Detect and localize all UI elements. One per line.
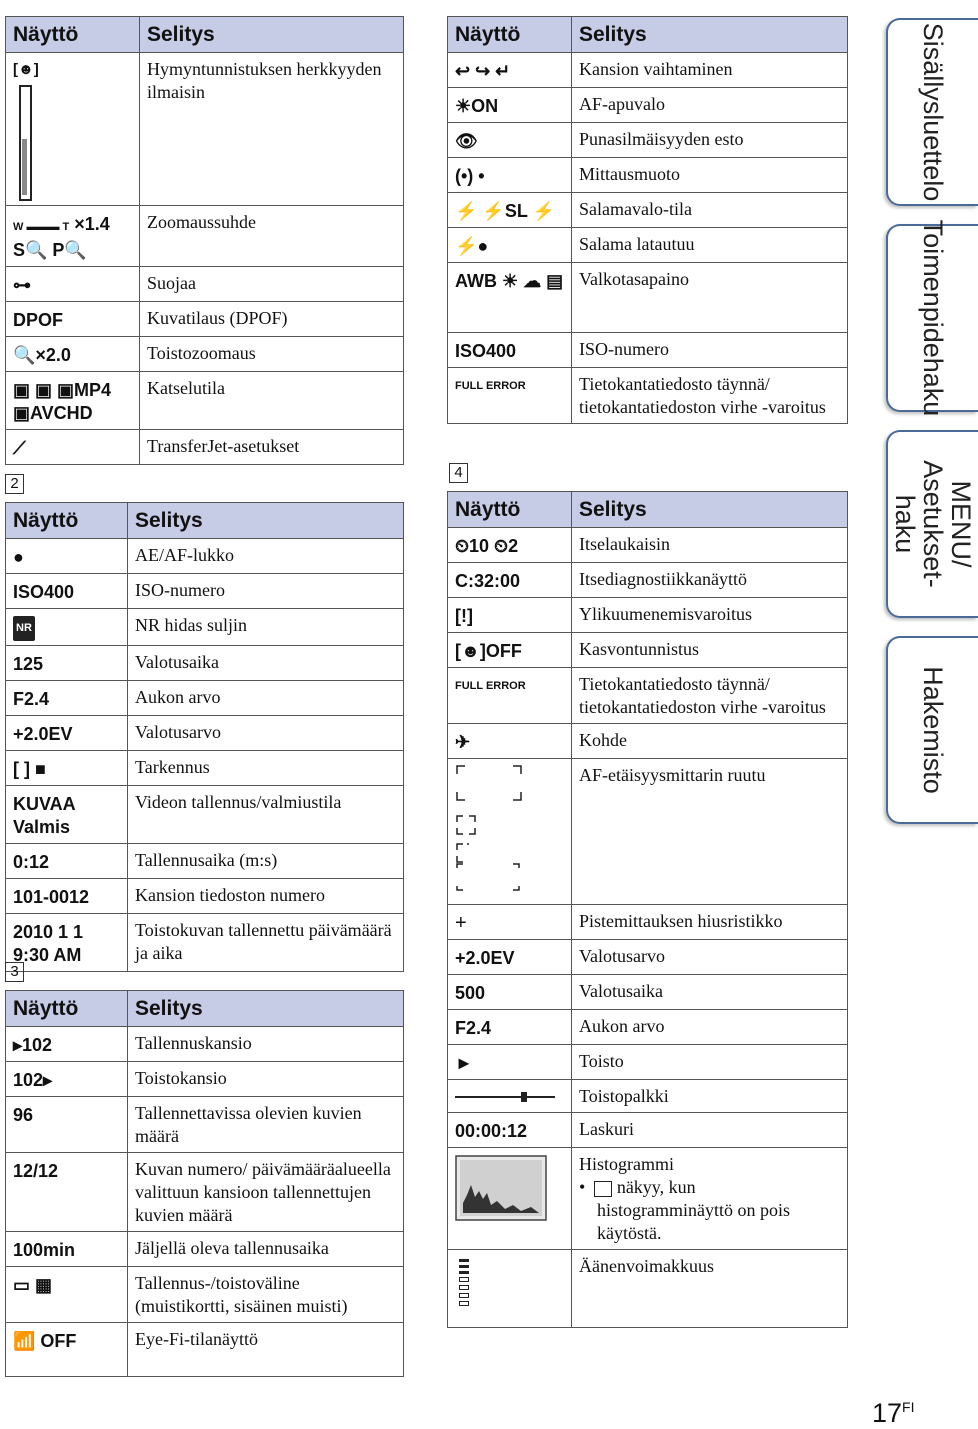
- table-row: [448, 1113, 848, 1148]
- table-row: [6, 1027, 404, 1062]
- row-text: Laskuri: [572, 1113, 848, 1148]
- table-row: [6, 751, 404, 786]
- row-text: Itselaukaisin: [572, 528, 848, 563]
- playback-zoom-icon: 🔍×2.0: [6, 337, 140, 372]
- row-text: Valotusaika: [128, 646, 404, 681]
- row-text: Punasilmäisyyden esto: [572, 123, 848, 158]
- row-text: Kuvatilaus (DPOF): [140, 302, 404, 337]
- row-text: Eye-Fi-tilanäyttö: [128, 1323, 404, 1377]
- table-row: [448, 1148, 848, 1250]
- iso-value: ISO400: [6, 574, 128, 609]
- display-table-5: [447, 491, 848, 1328]
- section-number-3: 3: [5, 962, 24, 982]
- play-icon: ►: [448, 1045, 572, 1080]
- row-text: Jäljellä oleva tallennusaika: [128, 1232, 404, 1267]
- record-time-value: 0:12: [6, 844, 128, 879]
- table-row: [448, 158, 848, 193]
- row-text: AF-apuvalo: [572, 88, 848, 123]
- row-text: Kohde: [572, 724, 848, 759]
- table-row: [448, 975, 848, 1010]
- row-text: AF-etäisyysmittarin ruutu: [572, 759, 848, 905]
- table-row: [448, 1080, 848, 1113]
- metering-icon: (•) •: [448, 158, 572, 193]
- section-number-4: 4: [449, 463, 468, 483]
- table-row: [448, 563, 848, 598]
- row-text: Tietokantatiedosto täynnä/ tietokantatiedoston virhe -varoitus: [572, 368, 848, 424]
- row-text: ISO-numero: [572, 333, 848, 368]
- media-icon: ▭ ▦: [6, 1267, 128, 1323]
- subject-icon: ✈: [448, 724, 572, 759]
- table-row: [6, 1323, 404, 1377]
- row-text: Kansion vaihtaminen: [572, 53, 848, 88]
- row-text: Salama latautuu: [572, 228, 848, 263]
- row-text: Kasvontunnistus: [572, 633, 848, 668]
- table-row: [448, 88, 848, 123]
- section-number-2: 2: [5, 474, 24, 494]
- table-row: [448, 263, 848, 333]
- playback-bar-icon: [448, 1080, 572, 1113]
- table-row: [6, 646, 404, 681]
- table-row: [6, 337, 404, 372]
- row-text: Tallennettavissa olevien kuvien määrä: [128, 1097, 404, 1153]
- row-text: Hymyntunnistuksen herkkyyden ilmaisin: [140, 53, 404, 206]
- table-row: [6, 609, 404, 646]
- row-text: Tallennuskansio: [128, 1027, 404, 1062]
- col-header-display: Näyttö: [448, 17, 572, 53]
- table-row: [6, 430, 404, 465]
- row-text: Äänenvoimakkuus: [572, 1250, 848, 1328]
- row-text: Pistemittauksen hiusristikko: [572, 905, 848, 940]
- col-header-explanation: Selitys: [140, 17, 404, 53]
- table-row: [6, 1097, 404, 1153]
- face-detection-icon: [☻]OFF: [448, 633, 572, 668]
- page-number: $17^{FI}$: [872, 1398, 915, 1428]
- row-text: Tallennusaika (m:s): [128, 844, 404, 879]
- table-row: [6, 879, 404, 914]
- display-table-1: [5, 16, 404, 465]
- record-status-text: KUVAA Valmis: [6, 786, 128, 844]
- row-text: Toistopalkki: [572, 1080, 848, 1113]
- table-row: [448, 905, 848, 940]
- row-text: Zoomaussuhde: [140, 206, 404, 267]
- view-mode-icon: ▣ ▣ ▣MP4 ▣AVCHD: [6, 372, 140, 430]
- row-text: Salamavalo-tila: [572, 193, 848, 228]
- row-text: Valotusarvo: [128, 716, 404, 751]
- row-text: Toisto: [572, 1045, 848, 1080]
- self-diagnosis-value: C:32:00: [448, 563, 572, 598]
- row-text: Kuvan numero/ päivämääräalueella valittuun kansioon tallennettujen kuvien määrä: [128, 1153, 404, 1232]
- table-row: [6, 539, 404, 574]
- row-text: Tallennus-/toistoväline (muistikortti, sisäinen muisti): [128, 1267, 404, 1323]
- af-illuminator-icon: ☀ON: [448, 88, 572, 123]
- table-row: [6, 574, 404, 609]
- row-text: Kansion tiedoston numero: [128, 879, 404, 914]
- red-eye-icon: 👁: [448, 123, 572, 158]
- table-row: [448, 368, 848, 424]
- row-text: NR hidas suljin: [128, 609, 404, 646]
- spot-crosshair-icon: +: [448, 905, 572, 940]
- row-text: Katselutila: [140, 372, 404, 430]
- display-table-2: [5, 502, 404, 972]
- table-row: [448, 123, 848, 158]
- folder-change-icon: ↩ ↪ ↵: [448, 53, 572, 88]
- volume-icon: [448, 1250, 572, 1328]
- histogram-icon: [448, 1148, 572, 1250]
- table-row: [448, 598, 848, 633]
- tab-contents[interactable]: Sisällysluettelo: [886, 18, 978, 206]
- aperture-value: F2.4: [448, 1010, 572, 1045]
- table-row: [6, 786, 404, 844]
- col-header-display: Näyttö: [6, 17, 140, 53]
- tab-operation-search[interactable]: Toimenpidehaku: [886, 224, 978, 412]
- protect-key-icon: ⊶: [6, 267, 140, 302]
- col-header-explanation: Selitys: [128, 991, 404, 1027]
- self-timer-icon: ⏲10 ⏲2: [448, 528, 572, 563]
- table-row: [448, 633, 848, 668]
- table-row: [6, 681, 404, 716]
- table-row: [6, 1062, 404, 1097]
- database-warning-icon: FULL ERROR: [448, 368, 572, 424]
- row-text: Ylikuumenemisvaroitus: [572, 598, 848, 633]
- tab-menu-settings-search[interactable]: MENU/ Asetukset-haku: [886, 430, 978, 618]
- table-row: [6, 716, 404, 751]
- playback-folder-icon: 102▸: [6, 1062, 128, 1097]
- row-text: Toistokansio: [128, 1062, 404, 1097]
- table-row: [448, 528, 848, 563]
- row-text: Tietokantatiedosto täynnä/ tietokantatiedoston virhe -varoitus: [572, 668, 848, 724]
- col-header-display: Näyttö: [6, 503, 128, 539]
- aperture-value: F2.4: [6, 681, 128, 716]
- table-row: [448, 724, 848, 759]
- row-text: Histogrammi: [579, 1154, 674, 1174]
- recordable-count: 96: [6, 1097, 128, 1153]
- row-text: Valotusarvo: [572, 940, 848, 975]
- shutter-speed-value: 500: [448, 975, 572, 1010]
- row-text: Suojaa: [140, 267, 404, 302]
- table-row: [6, 914, 404, 972]
- shutter-speed-value: 125: [6, 646, 128, 681]
- table-row: [6, 302, 404, 337]
- smile-sensitivity-icon: [☻]: [6, 53, 140, 206]
- overheat-icon: [!]: [448, 598, 572, 633]
- display-table-4: [447, 16, 848, 424]
- table-row: [6, 844, 404, 879]
- table-row: [6, 53, 404, 206]
- eyefi-icon: 📶 OFF: [6, 1323, 128, 1377]
- table-row: [448, 759, 848, 905]
- row-text: Itsediagnostiikkanäyttö: [572, 563, 848, 598]
- row-text: Aukon arvo: [572, 1010, 848, 1045]
- col-header-display: Näyttö: [6, 991, 128, 1027]
- database-warning-icon: FULL ERROR: [448, 668, 572, 724]
- date-time-value: 2010 1 1 9:30 AM: [6, 914, 128, 972]
- exposure-value: +2.0EV: [6, 716, 128, 751]
- dpof-icon: DPOF: [6, 302, 140, 337]
- iso-value: ISO400: [448, 333, 572, 368]
- table-row: [6, 267, 404, 302]
- row-text: Toistokuvan tallennettu päivämäärä ja aika: [128, 914, 404, 972]
- table-row: [448, 1250, 848, 1328]
- row-text: TransferJet-asetukset: [140, 430, 404, 465]
- table-row: [448, 228, 848, 263]
- row-text: Valkotasapaino: [572, 263, 848, 333]
- table-row: [448, 53, 848, 88]
- file-number-value: 101-0012: [6, 879, 128, 914]
- table-row: [6, 1153, 404, 1232]
- row-text: Aukon arvo: [128, 681, 404, 716]
- row-text: Mittausmuoto: [572, 158, 848, 193]
- row-text: AE/AF-lukko: [128, 539, 404, 574]
- nr-icon: NR: [6, 609, 128, 646]
- white-balance-icon: AWB ☀ ☁ ▤: [448, 263, 572, 333]
- table-row: [448, 1010, 848, 1045]
- table-row: [6, 1267, 404, 1323]
- table-row: [448, 668, 848, 724]
- table-row: [448, 193, 848, 228]
- table-row: [6, 372, 404, 430]
- col-header-explanation: Selitys: [572, 492, 848, 528]
- col-header-explanation: Selitys: [128, 503, 404, 539]
- table-row: [6, 206, 404, 267]
- af-range-frame-icon: [448, 759, 572, 905]
- display-table-3: [5, 990, 404, 1377]
- tab-index[interactable]: Hakemisto: [886, 636, 978, 824]
- col-header-display: Näyttö: [448, 492, 572, 528]
- histogram-text: [572, 1148, 848, 1250]
- col-header-explanation: Selitys: [572, 17, 848, 53]
- row-text: Tarkennus: [128, 751, 404, 786]
- focus-icon: [ ] ■: [6, 751, 128, 786]
- table-row: [448, 1045, 848, 1080]
- table-row: [6, 1232, 404, 1267]
- row-text: ISO-numero: [128, 574, 404, 609]
- histogram-bullet: • näkyy, kun histogramminäyttö on pois käytöstä.: [579, 1177, 790, 1243]
- row-text: Toistozoomaus: [140, 337, 404, 372]
- remaining-time: 100min: [6, 1232, 128, 1267]
- exposure-value: +2.0EV: [448, 940, 572, 975]
- image-number: 12/12: [6, 1153, 128, 1232]
- table-row: [448, 333, 848, 368]
- record-folder-icon: ▸102: [6, 1027, 128, 1062]
- table-row: [448, 940, 848, 975]
- ae-af-lock-icon: ●: [6, 539, 128, 574]
- zoom-ratio-icon: W ▬▬▬ T ×1.4 S🔍 P🔍: [6, 206, 140, 267]
- transferjet-icon: ⟋: [6, 430, 140, 465]
- histogram-off-icon: [594, 1181, 612, 1197]
- row-text: Valotusaika: [572, 975, 848, 1010]
- counter-value: 00:00:12: [448, 1113, 572, 1148]
- flash-mode-icon: ⚡ ⚡SL ⚡: [448, 193, 572, 228]
- flash-charging-icon: ⚡●: [448, 228, 572, 263]
- row-text: Videon tallennus/valmiustila: [128, 786, 404, 844]
